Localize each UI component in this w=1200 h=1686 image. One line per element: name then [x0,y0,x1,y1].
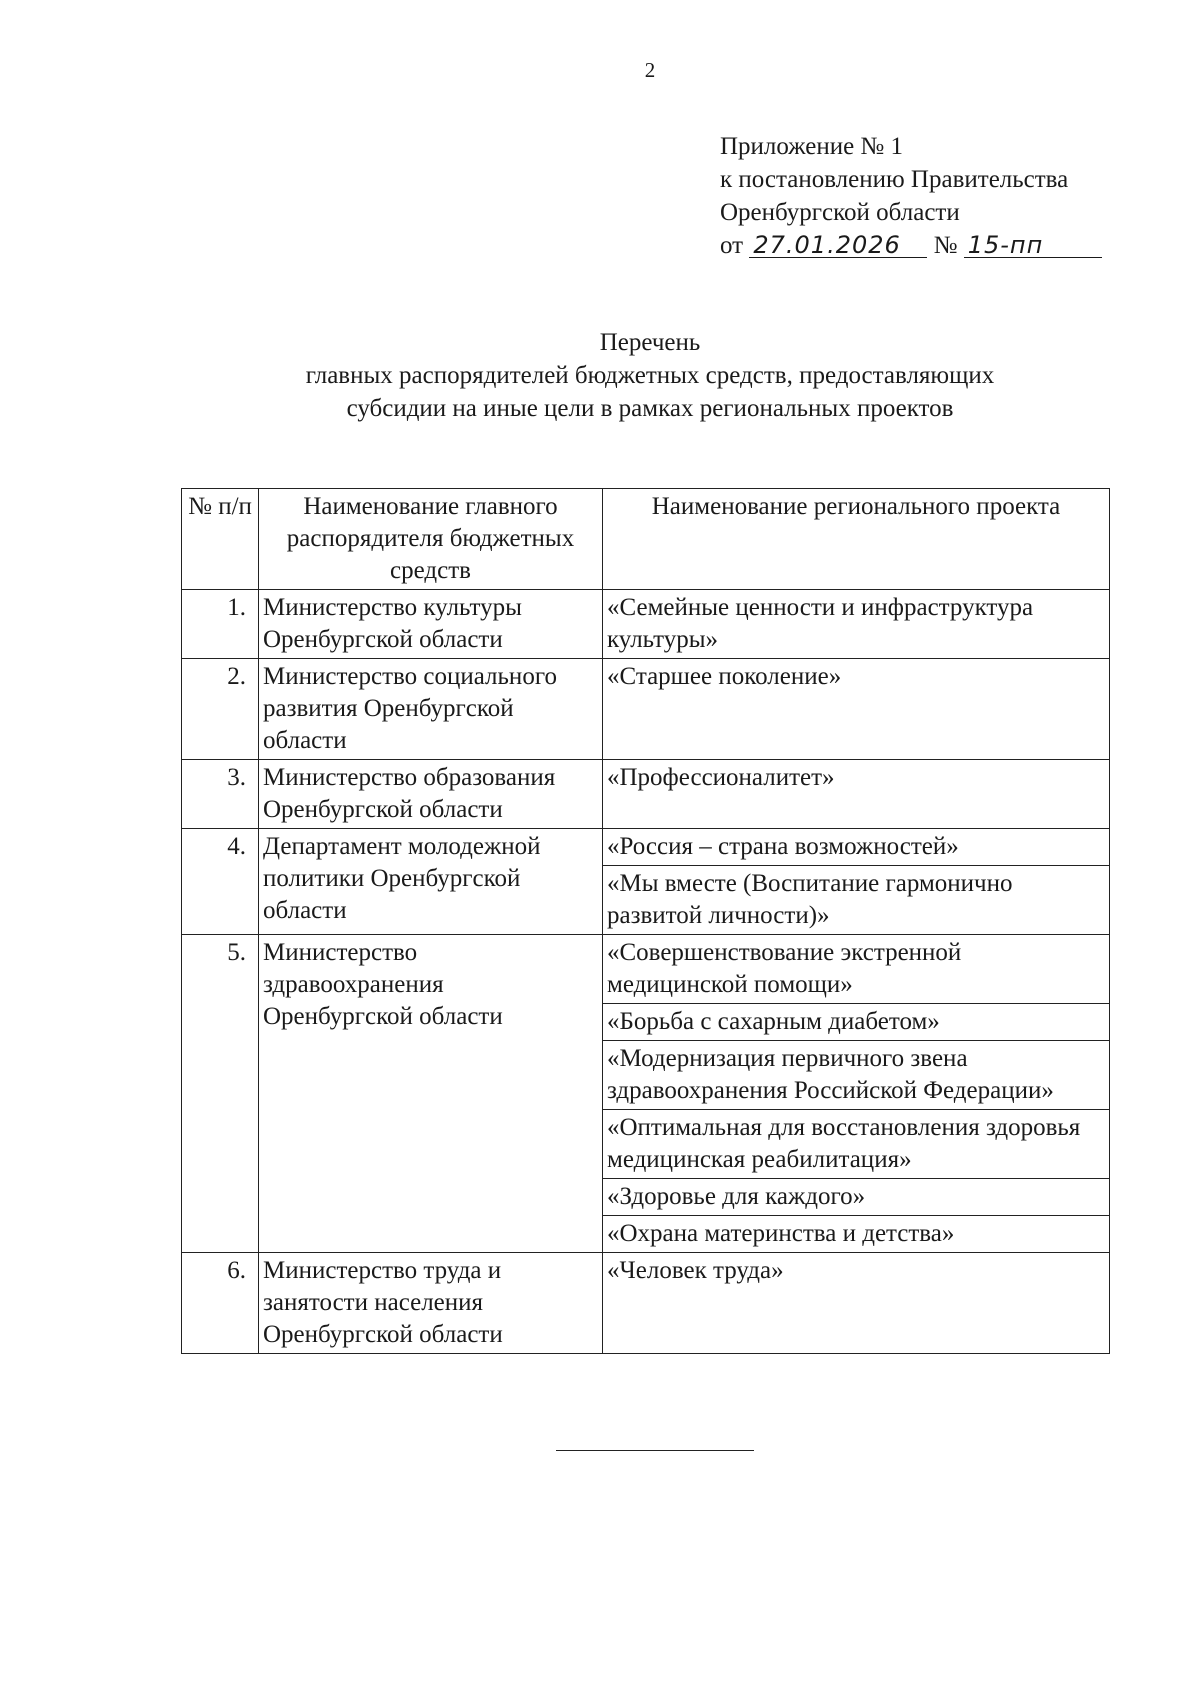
row-number: 3. [182,760,259,829]
handwritten-date: 27.01.2026 [749,233,927,258]
row-number: 2. [182,659,259,760]
row-number: 5. [182,935,259,1253]
number-prefix: № [933,232,958,259]
page-number: 2 [644,58,656,82]
distributors-table [181,488,1110,1354]
appendix-line-3: Оренбургской области [720,199,960,226]
date-prefix: от [720,232,744,259]
distributor-name: Министерство образования Оренбургской области [259,760,603,829]
project-name: «Оптимальная для восстановления здоровья медицинская реабилитация» [603,1110,1110,1179]
distributor-name: Министерство труда и занятости населения Оренбургской области [259,1253,603,1354]
project-name: «Совершенствование экстренной медицинской помощи» [603,935,1110,1004]
table-row [182,1253,1110,1354]
project-name: «Охрана материнства и детства» [603,1216,1110,1253]
project-name: «Семейные ценности и инфраструктура культуры» [603,590,1110,659]
table-body [182,590,1110,1354]
handwritten-number: 15-пп [964,233,1102,258]
table-row [182,590,1110,659]
title-line-1: Перечень [599,329,701,356]
project-name: «Россия – страна возможностей» [603,829,1110,866]
appendix-line-2: к постановлению Правительства [720,166,1069,193]
table-row [182,659,1110,760]
project-name: «Старшее поколение» [603,659,1110,760]
row-number: 4. [182,829,259,935]
project-name: «Мы вместе (Воспитание гармонично развитой личности)» [603,866,1110,935]
distributor-name: Министерство здравоохранения Оренбургской области [259,935,603,1253]
appendix-header [720,130,1160,262]
table-header-row [182,489,1110,590]
title-line-2: главных распорядителей бюджетных средств, предоставляющих [305,362,995,389]
appendix-date-line [720,229,1160,262]
project-name: «Борьба с сахарным диабетом» [603,1004,1110,1041]
row-number: 6. [182,1253,259,1354]
document-title [0,326,1200,425]
header-project: Наименование регионального проекта [603,489,1110,590]
distributor-name: Департамент молодежной политики Оренбургской области [259,829,603,935]
distributor-name: Министерство социального развития Оренбургской области [259,659,603,760]
table-row [182,760,1110,829]
header-org: Наименование главного распорядителя бюджетных средств [259,489,603,590]
table-row [182,935,1110,1004]
row-number: 1. [182,590,259,659]
title-line-3: субсидии на иные цели в рамках региональных проектов [346,395,954,422]
project-name: «Человек труда» [603,1253,1110,1354]
distributor-name: Министерство культуры Оренбургской области [259,590,603,659]
project-name: «Профессионалитет» [603,760,1110,829]
project-name: «Модернизация первичного звена здравоохранения Российской Федерации» [603,1041,1110,1110]
table-row [182,829,1110,866]
project-name: «Здоровье для каждого» [603,1179,1110,1216]
header-num: № п/п [182,489,259,590]
end-separator-line [556,1450,754,1451]
appendix-line-1: Приложение № 1 [720,133,904,160]
